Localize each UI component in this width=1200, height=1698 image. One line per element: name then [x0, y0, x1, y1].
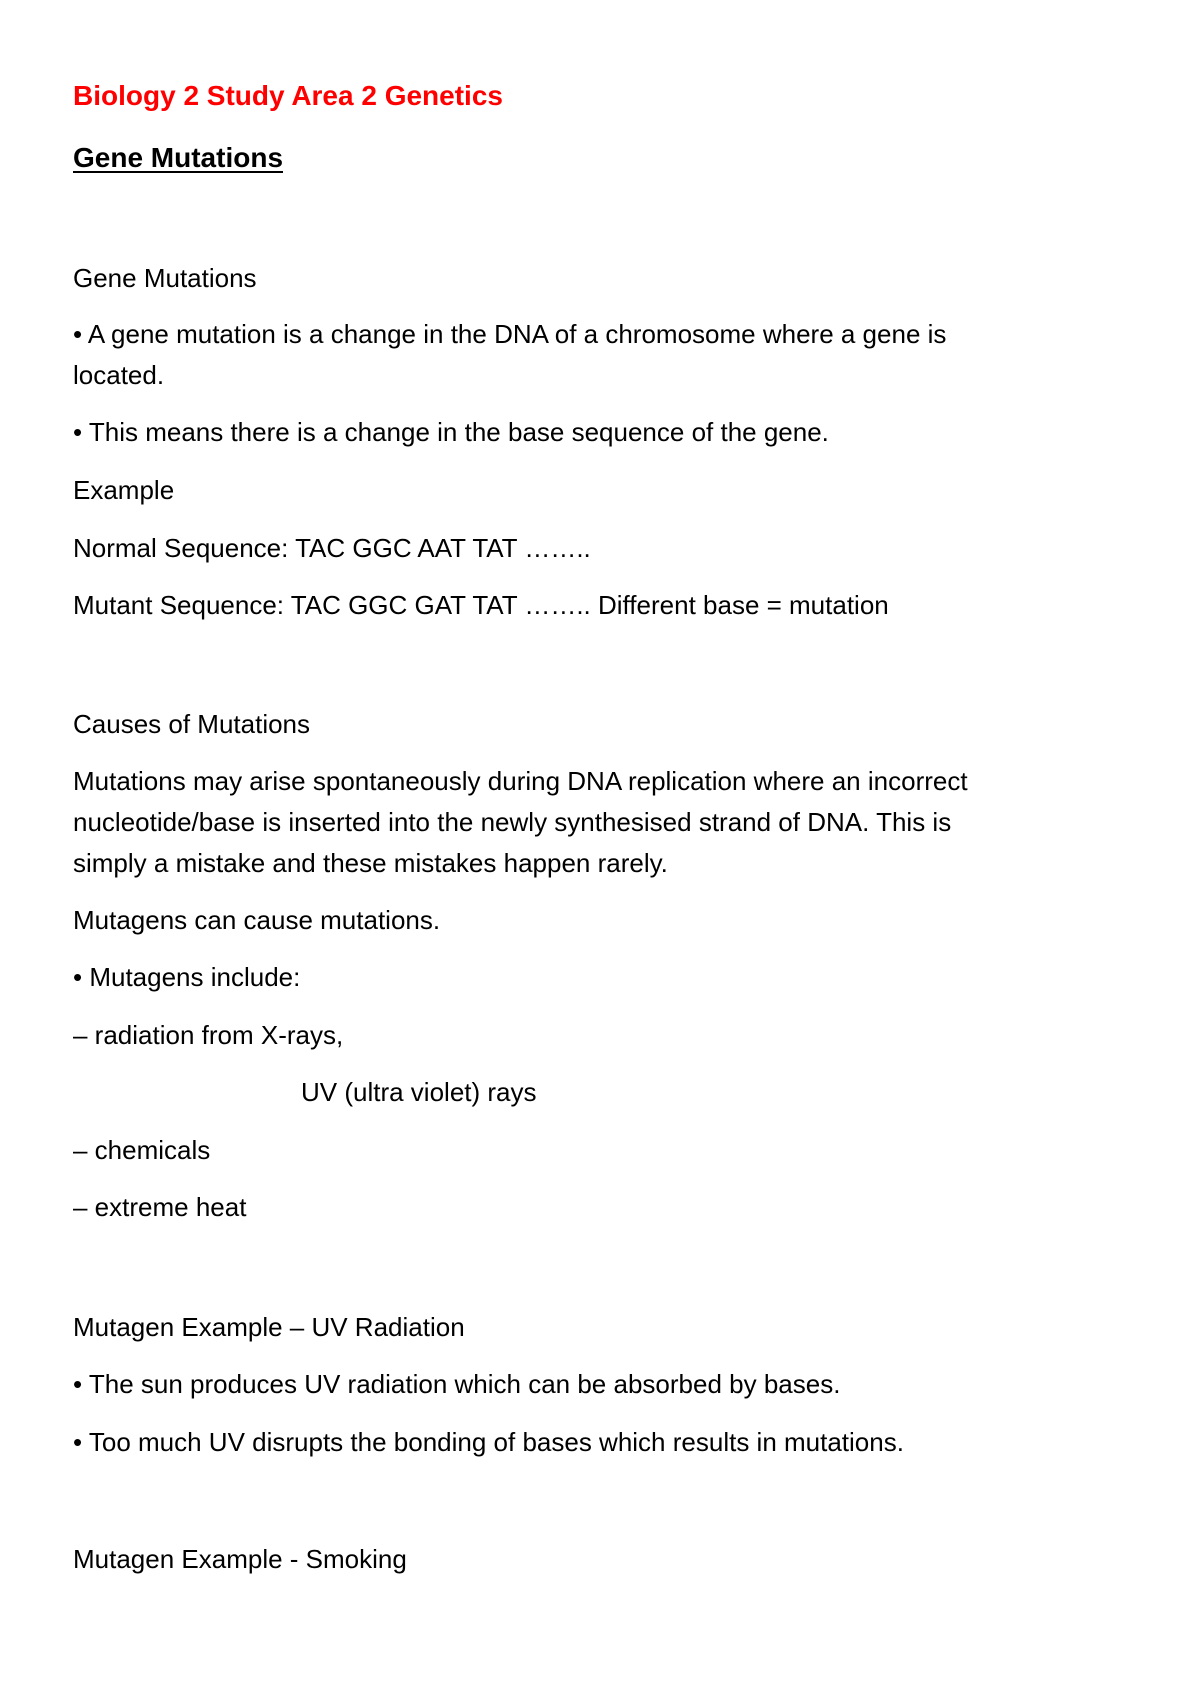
bullet-gene-mutation-definition: • A gene mutation is a change in the DNA of a chromosome where a gene is	[73, 319, 947, 349]
mutagens-cause-mutations: Mutagens can cause mutations.	[73, 905, 441, 935]
paragraph-spontaneous-line-1: Mutations may arise spontaneously during DNA replication where an incorrect	[73, 766, 968, 796]
bullet-mutagens-include: • Mutagens include:	[73, 962, 301, 992]
subheading-causes-of-mutations: Causes of Mutations	[73, 709, 311, 739]
dash-item-radiation: – radiation from X-rays,	[73, 1020, 344, 1050]
bullet-base-sequence-change: • This means there is a change in the base sequence of the gene.	[73, 417, 829, 447]
section-title: Gene Mutations	[73, 142, 284, 173]
subheading-uv-radiation: Mutagen Example – UV Radiation	[73, 1312, 465, 1342]
dash-item-uv-rays: UV (ultra violet) rays	[301, 1077, 537, 1107]
subheading-smoking: Mutagen Example - Smoking	[73, 1544, 407, 1574]
dash-item-chemicals: – chemicals	[73, 1135, 211, 1165]
bullet-gene-mutation-definition-cont: located.	[73, 360, 165, 390]
normal-sequence: Normal Sequence: TAC GGC AAT TAT ……..	[73, 533, 591, 563]
dash-item-extreme-heat: – extreme heat	[73, 1192, 247, 1222]
paragraph-spontaneous-line-2: nucleotide/base is inserted into the newly synthesised strand of DNA. This is	[73, 807, 952, 837]
example-label: Example	[73, 475, 175, 505]
subheading-gene-mutations: Gene Mutations	[73, 263, 257, 293]
mutant-sequence: Mutant Sequence: TAC GGC GAT TAT …….. Different base = mutation	[73, 590, 889, 620]
bullet-too-much-uv: • Too much UV disrupts the bonding of bases which results in mutations.	[73, 1427, 904, 1457]
document-title: Biology 2 Study Area 2 Genetics	[73, 80, 503, 111]
bullet-sun-uv: • The sun produces UV radiation which can be absorbed by bases.	[73, 1369, 841, 1399]
paragraph-spontaneous-line-3: simply a mistake and these mistakes happen rarely.	[73, 848, 668, 878]
